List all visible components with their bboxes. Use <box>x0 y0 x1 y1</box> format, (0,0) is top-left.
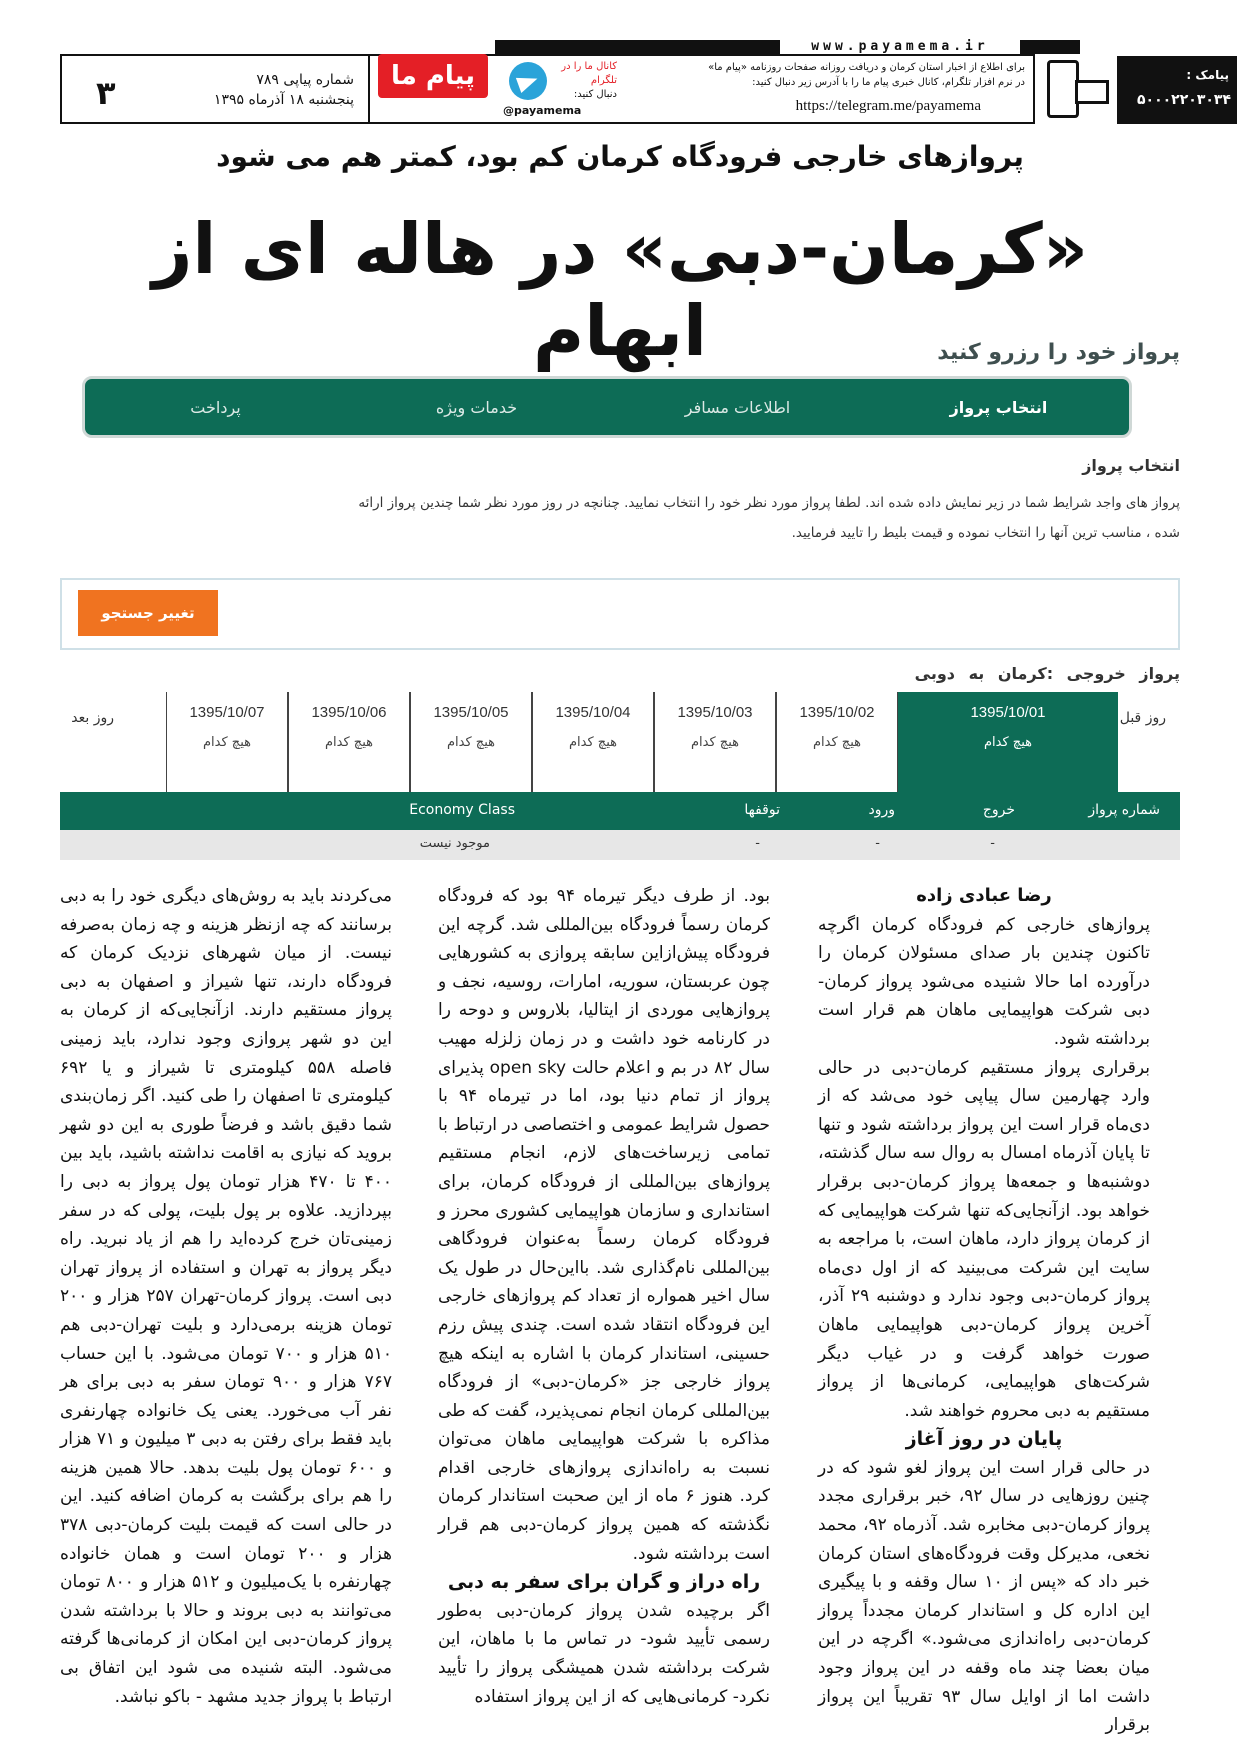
issue-box <box>60 54 370 124</box>
intro-line-2: شده ، مناسب ترین آنها را انتخاب نموده و قیمت بلیط را تایید فرمایید. <box>791 525 1180 541</box>
article-column-3 <box>60 882 392 1711</box>
paragraph: پروازهای خارجی کم فرودگاه کرمان اگرچه تاکنون چندین بار صدای مسئولان کرمان را درآورده اما حالا شنیده می‌شود پرواز کرمان-دبی شرکت هواپیمایی ماهان هم قرار است برداشته شود. <box>818 914 1150 1049</box>
tab-payment[interactable]: پرداخت <box>190 397 241 417</box>
route-origin: پرواز خروجی :کرمان <box>997 664 1180 683</box>
telegram-handle[interactable]: @payamema <box>503 104 582 117</box>
day-cell[interactable] <box>898 692 1118 792</box>
change-search-button[interactable]: تغییر جستجو <box>78 590 218 636</box>
headline: «کرمان-دبی» در هاله ای از ابهام <box>152 208 1088 372</box>
day-availability: هیچ کدام <box>325 735 373 750</box>
telegram-label-line2: تلگرام <box>590 75 617 86</box>
day-date: 1395/10/06 <box>311 704 387 721</box>
telegram-label-line3: دنبال کنید: <box>573 89 617 100</box>
issue-date: پنجشنبه ۱۸ آذرماه ۱۳۹۵ <box>213 92 354 108</box>
col-economy-class: Economy Class <box>409 802 515 818</box>
tab-passenger-info[interactable]: اطلاعات مسافر <box>684 397 791 417</box>
next-day-link[interactable]: روز بعد <box>71 710 114 726</box>
booking-steps <box>82 376 1132 438</box>
telegram-label <box>555 60 617 102</box>
date-selector <box>60 692 1180 792</box>
day-availability: هیچ کدام <box>569 735 617 750</box>
sms-box <box>1035 54 1231 124</box>
intro-line-1: پرواز های واجد شرایط شما در زیر نمایش داده شده اند. لطفا پرواز مورد نظر خود را انتخاب نمایید. چنانچه در روز مورد نظر شما چندین پرواز ارائه <box>358 495 1180 511</box>
cell-stops: - <box>755 836 760 851</box>
subheading: پایان در روز آغاز <box>905 1428 1063 1451</box>
flights-table-header <box>60 792 1180 830</box>
section-title: انتخاب پرواز <box>1082 456 1180 475</box>
day-availability: هیچ کدام <box>691 735 739 750</box>
cell-departure: - <box>990 836 995 851</box>
intro-text <box>90 488 1180 548</box>
newspaper-logo: پیام ما <box>378 54 488 98</box>
article-column-1 <box>818 882 1150 1740</box>
telegram-note: برای اطلاع از اخبار استان کرمان و دریافت روزانه صفحات روزنامه «پیام ما» در نرم افزار تلگرام، کانال خبری پیام ما را با آدرس زیر دنبال کنید: <box>708 62 1025 88</box>
kicker: پروازهای خارجی فرودگاه کرمان کم بود، کمتر هم می شود <box>216 140 1024 173</box>
tab-special-services[interactable]: خدمات ویژه <box>435 397 518 417</box>
col-flight-number: شماره پرواز <box>1088 802 1160 818</box>
day-date: 1395/10/05 <box>433 704 509 721</box>
day-availability: هیچ کدام <box>984 735 1032 750</box>
day-date: 1395/10/02 <box>799 704 875 721</box>
day-date: 1395/10/04 <box>555 704 631 721</box>
cell-arrival: - <box>875 836 880 851</box>
byline: رضا عبادی زاده <box>916 885 1052 906</box>
day-cell[interactable] <box>532 692 654 792</box>
day-availability: هیچ کدام <box>813 735 861 750</box>
subheading: راه دراز و گران برای سفر به دبی <box>447 1571 761 1594</box>
col-stops: توقفها <box>744 802 780 818</box>
paragraph: برقراری پرواز مستقیم کرمان-دبی در حالی وارد چهارمین سال پیاپی خود می‌شد که از دی‌ماه قرار است این پرواز برداشته شود و تنها تا پایان آذرماه امسال به روال سه سال گذشته، دوشنبه‌ها و جمعه‌ها پرواز کرمان-دبی برقرار خواهد بود. ازآنجایی‌که تنها شرکت هواپیمایی که از کرمان پرواز دارد، ماهان است، با مراجعه به سایت این شرکت می‌بینید که از اول دی‌ماه پرواز کرمان-دبی وجود ندارد و دوشنبه ۲۹ آذر، آخرین پرواز کرمان-دبی هواپیمایی ماهان صورت خواهد گرفت و در غیاب دیگر شرکت‌های هواپیمایی، کرمانی‌ها از پرواز مستقیم به دبی محروم خواهند شد. <box>818 1057 1150 1421</box>
day-date: 1395/10/07 <box>189 704 265 721</box>
day-cell[interactable] <box>288 692 410 792</box>
page-number: ۳ <box>96 74 116 112</box>
day-date: 1395/10/03 <box>677 704 753 721</box>
day-cell[interactable] <box>166 692 288 792</box>
sms-number: ۵۰۰۰۲۲۰۳۰۳۴ <box>1137 92 1231 108</box>
sms-label: پیامک : <box>1186 68 1229 82</box>
tab-select-flight[interactable]: انتخاب پرواز <box>949 397 1048 417</box>
day-availability: هیچ کدام <box>447 735 495 750</box>
table-row <box>60 830 1180 860</box>
route-destination: دوبی <box>914 664 955 683</box>
col-arrival: ورود <box>868 802 895 818</box>
search-panel <box>60 578 1180 650</box>
paragraph: اگر برچیده شدن پرواز کرمان-دبی به‌طور رسمی تأیید شود- در تماس ما با ماهان، این شرکت برداشته شدن همیشگی پرواز را تأیید نکرد- کرمانی‌هایی که از این پرواز استفاده <box>438 1600 770 1707</box>
telegram-icon[interactable] <box>509 62 547 100</box>
envelope-icon <box>1075 80 1109 104</box>
route-line <box>915 664 1180 683</box>
article-column-2 <box>438 882 770 1711</box>
telegram-link[interactable]: https://telegram.me/payamema <box>795 98 981 114</box>
day-availability: هیچ کدام <box>203 735 251 750</box>
route-to: به <box>968 664 985 683</box>
day-date: 1395/10/01 <box>970 704 1046 721</box>
day-cell[interactable] <box>654 692 776 792</box>
masthead <box>60 39 1231 125</box>
prev-day-link[interactable]: روز قبل <box>1119 710 1166 726</box>
paragraph: در حالی قرار است این پرواز لغو شود که در چنین روزهایی در سال ۹۲، خبر برقراری مجدد پرواز کرمان-دبی مخابره شد. آذرماه ۹۲، محمد نخعی، مدیرکل وقت فرودگاه‌های استان کرمان خبر داد که «پس از ۱۰ سال وقفه و با پیگیری این اداره کل و استاندار کرمان مجدداً پرواز کرمان-دبی راه‌اندازی می‌شود.» اگرچه در این میان بعضا چند ماه وقفه در این پرواز وجود داشت اما از اوایل سال ۹۳ تقریباً این پرواز برقرار <box>818 1457 1150 1736</box>
telegram-label-line1: کانال ما را در <box>561 61 617 72</box>
telegram-promo <box>495 54 1035 124</box>
sms-panel <box>1117 56 1237 124</box>
booking-screenshot <box>60 330 1180 850</box>
paragraph: بود. از طرف دیگر تیرماه ۹۴ بود که فرودگاه کرمان رسماً فرودگاه بین‌المللی شد. گرچه این فرودگاه پیش‌ازاین سابقه پروازی به کشورهایی چون عربستان، سوریه، امارات، روسیه، نجف و پروازهایی موردی از ایتالیا، بلاروس و دوحه را در کارنامه خود داشت و در زمان زلزله مهیب سال ۸۲ در بم و اعلام حالت open sky پذیرای پرواز از تمام دنیا بود، اما در تیرماه ۹۴ با حصول شرایط عمومی و اختصاصی در ارتباط با تمامی زیرساخت‌های لازم، انجام مستقیم پروازهای بین‌المللی از فرودگاه کرمان، برای استانداری و سازمان هواپیمایی کشوری محرز و فرودگاه کرمان رسماً به‌عنوان فرودگاهی بین‌المللی نام‌گذاری شد. بااین‌حال در طول یک سال اخیر همواره از تعداد کم پروازهای خارجی این فرودگاه انتقاد شده است. چندی پیش رزم حسینی، استاندار کرمان با اشاره به اینکه هیچ پرواز خارجی جز «کرمان-دبی» از فرودگاه بین‌المللی کرمان انجام نمی‌پذیرد، گفت که طی مذاکره با شرکت هواپیمایی ماهان می‌توان نسبت به راه‌اندازی پروازهای خارجی اقدام کرد. هنوز ۶ ماه از این صحبت استاندار کرمان نگذشته که همین پرواز کرمان-دبی هم قرار است برداشته شود. <box>438 886 770 1564</box>
reserve-title: پرواز خود را رزرو کنید <box>937 340 1180 365</box>
day-cell[interactable] <box>410 692 532 792</box>
paragraph: می‌کردند باید به روش‌های دیگری خود را به دبی برسانند که چه ازنظر هزینه و چه زمان به‌صرفه نیست. از میان شهرهای نزدیک کرمان که فرودگاه دارند، تنها شیراز و اصفهان به دبی پرواز مستقیم دارند. ازآنجایی‌که از کرمان به این دو شهر پروازی وجود ندارد، باید زمینی فاصله ۵۵۸ کیلومتری تا شیراز و یا ۶۹۲ کیلومتری تا اصفهان را طی کنید. اگر زمان‌بندی شما دقیق باشد و فرضاً طوری به این دو شهر بروید که نیازی به اقامت نداشته باشید، باید بین ۴۰۰ تا ۴۷۰ هزار تومان پول پرواز به دبی را بپردازید. علاوه بر پول بلیت، پولی که در سفر زمینی‌تان خرج کرده‌اید را هم از یاد نبرید. راه دیگر پرواز به تهران و استفاده از پرواز تهران دبی است. پرواز کرمان-تهران ۲۵۷ هزار و ۲۰۰ تومان هزینه برمی‌دارد و بلیت تهران-دبی هم ۵۱۰ هزار و ۷۰۰ تومان می‌شود. با این حساب ۷۶۷ هزار و ۹۰۰ تومان سفر به دبی برای هر نفر آب می‌خورد. یعنی یک خانواده چهارنفری باید فقط برای رفتن به دبی ۳ میلیون و ۷۱ هزار و ۶۰۰ تومان پول بلیت بدهد. حالا همین هزینه را هم برای برگشت به کرمان اضافه کنید. این در حالی است که قیمت بلیت کرمان-دبی ۳۷۸ هزار و ۲۰۰ تومان است و همان خانواده چهارنفره با یک‌میلیون و ۵۱۲ هزار و ۸۰۰ تومان می‌توانند به دبی بروند و حالا با برداشته شدن پرواز کرمان-دبی این امکان از کرمانی‌ها گرفته می‌شود. البته شنیده می شود این اتفاق بی ارتباط با پرواز جدید مشهد - باکو نباشد. <box>60 886 393 1707</box>
col-departure: خروج <box>982 802 1015 818</box>
website-url[interactable]: www.payamema.ir <box>780 38 1020 56</box>
issue-info <box>214 70 354 110</box>
cell-economy: موجود نیست <box>419 836 490 851</box>
issue-number: شماره پیاپی ۷۸۹ <box>256 72 354 88</box>
day-cell[interactable] <box>776 692 898 792</box>
